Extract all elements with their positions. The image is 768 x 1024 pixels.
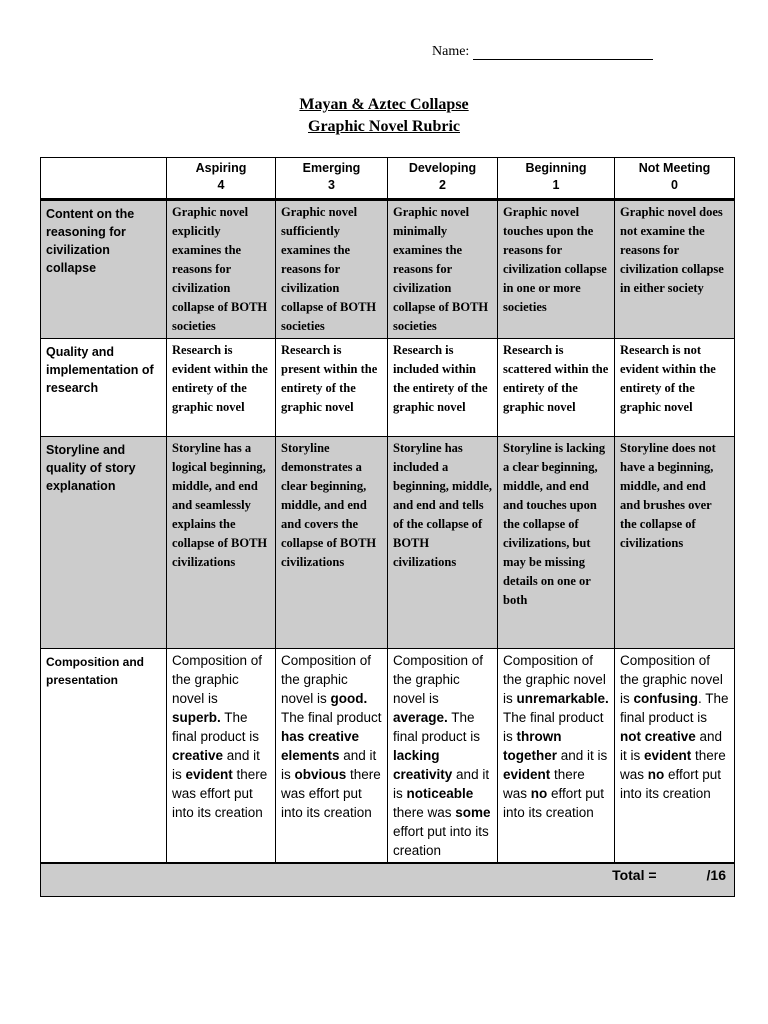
rubric-cell: Research is evident within the entirety of the graphic novel — [167, 339, 276, 437]
corner-cell — [41, 158, 167, 200]
page-title — [0, 94, 768, 138]
header-row — [41, 158, 735, 200]
rubric-cell: Research is scattered within the entirety of the graphic novel — [498, 339, 615, 437]
rubric-cell: Composition of the graphic novel is confusing. The final product is not creative and it is evident there was no effort put into its creation — [615, 649, 735, 864]
rubric-table — [40, 157, 735, 897]
level-header: Aspiring 4 — [167, 158, 276, 200]
table-row — [41, 437, 735, 649]
total-label: Total = — [612, 867, 657, 883]
rubric-cell: Graphic novel touches upon the reasons for civilization collapse in one or more societies — [498, 200, 615, 339]
name-blank-line[interactable] — [473, 45, 653, 60]
rubric-cell: Graphic novel sufficiently examines the reasons for civilization collapse of BOTH societies — [276, 200, 388, 339]
rubric-cell: Graphic novel explicitly examines the reasons for civilization collapse of BOTH societies — [167, 200, 276, 339]
title-line-1: Mayan & Aztec Collapse — [299, 96, 469, 113]
rubric-cell: Storyline does not have a beginning, middle, and end and brushes over the collapse of civilizations — [615, 437, 735, 649]
rubric-cell: Composition of the graphic novel is average. The final product is lacking creativity and it is noticeable there was some effort put into its creation — [388, 649, 498, 864]
rubric-cell: Storyline is lacking a clear beginning, middle, and end and touches upon the collapse of civilizations, but may be missing details on one or both — [498, 437, 615, 649]
rubric-cell: Composition of the graphic novel is superb. The final product is creative and it is evident there was effort put into its creation — [167, 649, 276, 864]
level-header: Not Meeting 0 — [615, 158, 735, 200]
rubric-cell: Research is not evident within the entirety of the graphic novel — [615, 339, 735, 437]
criterion-cell: Content on the reasoning for civilization collapse — [41, 200, 167, 339]
total-row — [41, 863, 735, 897]
name-label: Name: — [432, 44, 470, 59]
rubric-cell: Storyline has included a beginning, middle, and end and tells of the collapse of BOTH civilizations — [388, 437, 498, 649]
criterion-cell: Composition and presentation — [41, 649, 167, 864]
total-max: /16 — [706, 867, 726, 883]
rubric-cell: Composition of the graphic novel is good. The final product has creative elements and it is obvious there was effort put into its creation — [276, 649, 388, 864]
name-field[interactable] — [432, 44, 653, 60]
rubric-cell: Storyline has a logical beginning, middle, and end and seamlessly explains the collapse of BOTH civilizations — [167, 437, 276, 649]
rubric-cell: Research is present within the entirety of the graphic novel — [276, 339, 388, 437]
criterion-cell: Storyline and quality of story explanation — [41, 437, 167, 649]
total-cell — [41, 863, 735, 897]
criterion-cell: Quality and implementation of research — [41, 339, 167, 437]
rubric-cell: Research is included within the entirety of the graphic novel — [388, 339, 498, 437]
level-header: Developing 2 — [388, 158, 498, 200]
table-row — [41, 649, 735, 864]
level-header: Emerging 3 — [276, 158, 388, 200]
rubric-cell: Composition of the graphic novel is unremarkable. The final product is thrown together and it is evident there was no effort put into its creation — [498, 649, 615, 864]
rubric-cell: Graphic novel minimally examines the reasons for civilization collapse of BOTH societies — [388, 200, 498, 339]
rubric-cell: Graphic novel does not examine the reasons for civilization collapse in either society — [615, 200, 735, 339]
title-line-2: Graphic Novel Rubric — [308, 118, 460, 135]
table-row — [41, 339, 735, 437]
table-row — [41, 200, 735, 339]
level-header: Beginning 1 — [498, 158, 615, 200]
rubric-cell: Storyline demonstrates a clear beginning, middle, and end and covers the collapse of BOTH civilizations — [276, 437, 388, 649]
